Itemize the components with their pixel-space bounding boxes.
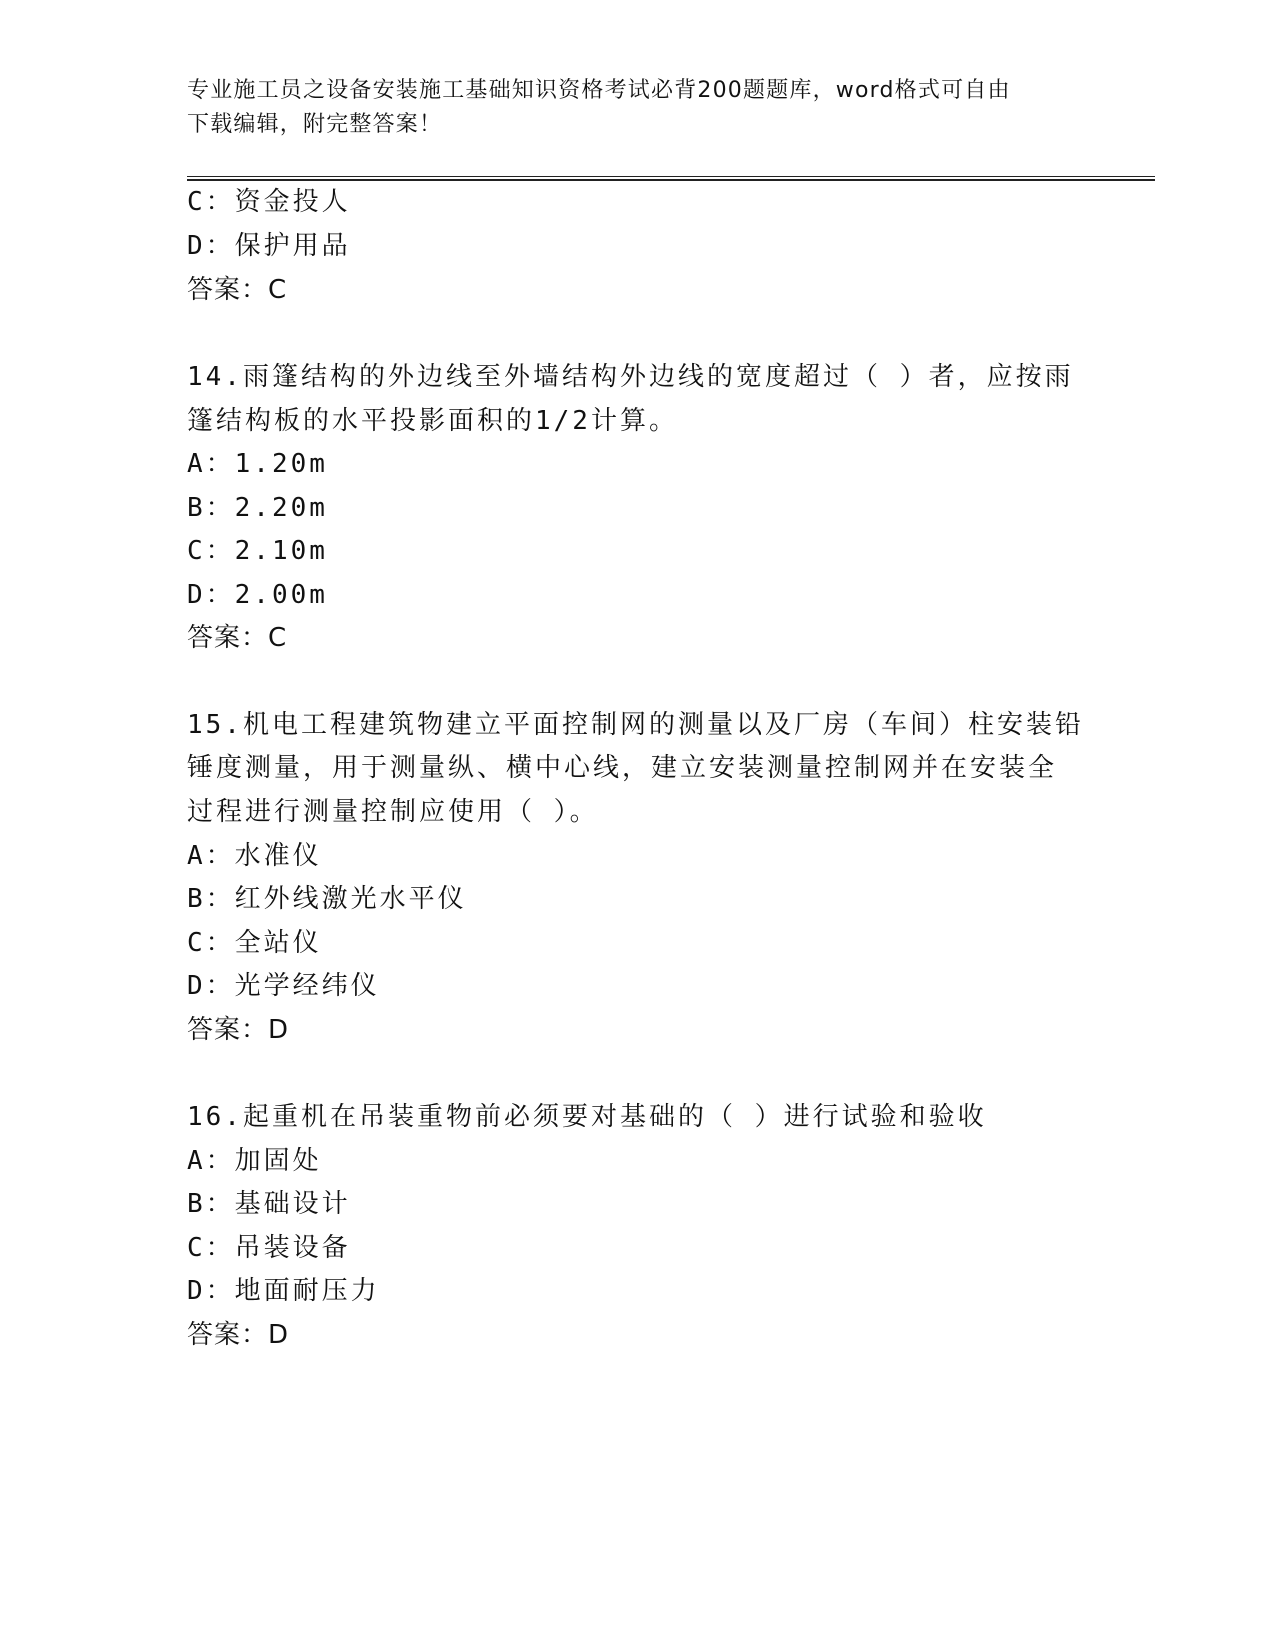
q16-stem-line-1: 16.起重机在吊装重物前必须要对基础的（ ）进行试验和验收 — [187, 1102, 987, 1132]
q15-stem-line-2: 锤度测量，用于测量纵、横中心线，建立安装测量控制网并在安装全 — [187, 753, 1058, 783]
header-divider-thick — [187, 179, 1155, 181]
q15-option-c: C：全站仪 — [187, 928, 322, 958]
q15-answer: 答案：D — [187, 1015, 290, 1045]
q15-option-a: A：水准仪 — [187, 841, 322, 871]
header-divider-thin — [187, 176, 1155, 177]
q16-option-a: A：加固处 — [187, 1146, 322, 1176]
q14-option-c: C：2.10m — [187, 536, 328, 566]
header-line-1: 专业施工员之设备安装施工基础知识资格考试必背200题题库，word格式可自由 — [187, 78, 1011, 103]
header-line-2: 下载编辑，附完整答案！ — [187, 112, 443, 137]
q16-option-d: D：地面耐压力 — [187, 1276, 380, 1306]
q13-option-d: D：保护用品 — [187, 231, 351, 261]
q15-option-b: B：红外线激光水平仪 — [187, 884, 467, 914]
q14-stem-line-1: 14.雨篷结构的外边线至外墙结构外边线的宽度超过（ ）者，应按雨 — [187, 362, 1074, 392]
q14-answer: 答案：C — [187, 623, 288, 653]
q14-stem-line-2: 篷结构板的水平投影面积的1/2计算。 — [187, 406, 678, 436]
q16-answer: 答案：D — [187, 1320, 290, 1350]
header-divider — [187, 176, 1155, 182]
q13-option-c: C：资金投人 — [187, 187, 351, 217]
q15-stem-line-1: 15.机电工程建筑物建立平面控制网的测量以及厂房（车间）柱安装铅 — [187, 710, 1084, 740]
q13-answer: 答案：C — [187, 275, 288, 305]
q14-option-a: A：1.20m — [187, 449, 328, 479]
q16-option-b: B：基础设计 — [187, 1189, 351, 1219]
q14-option-b: B：2.20m — [187, 493, 328, 523]
q14-option-d: D：2.00m — [187, 580, 328, 610]
q15-option-d: D：光学经纬仪 — [187, 971, 380, 1001]
q16-option-c: C：吊装设备 — [187, 1233, 351, 1263]
document-header — [187, 74, 1067, 142]
q15-stem-line-3: 过程进行测量控制应使用（ ）。 — [187, 797, 599, 827]
